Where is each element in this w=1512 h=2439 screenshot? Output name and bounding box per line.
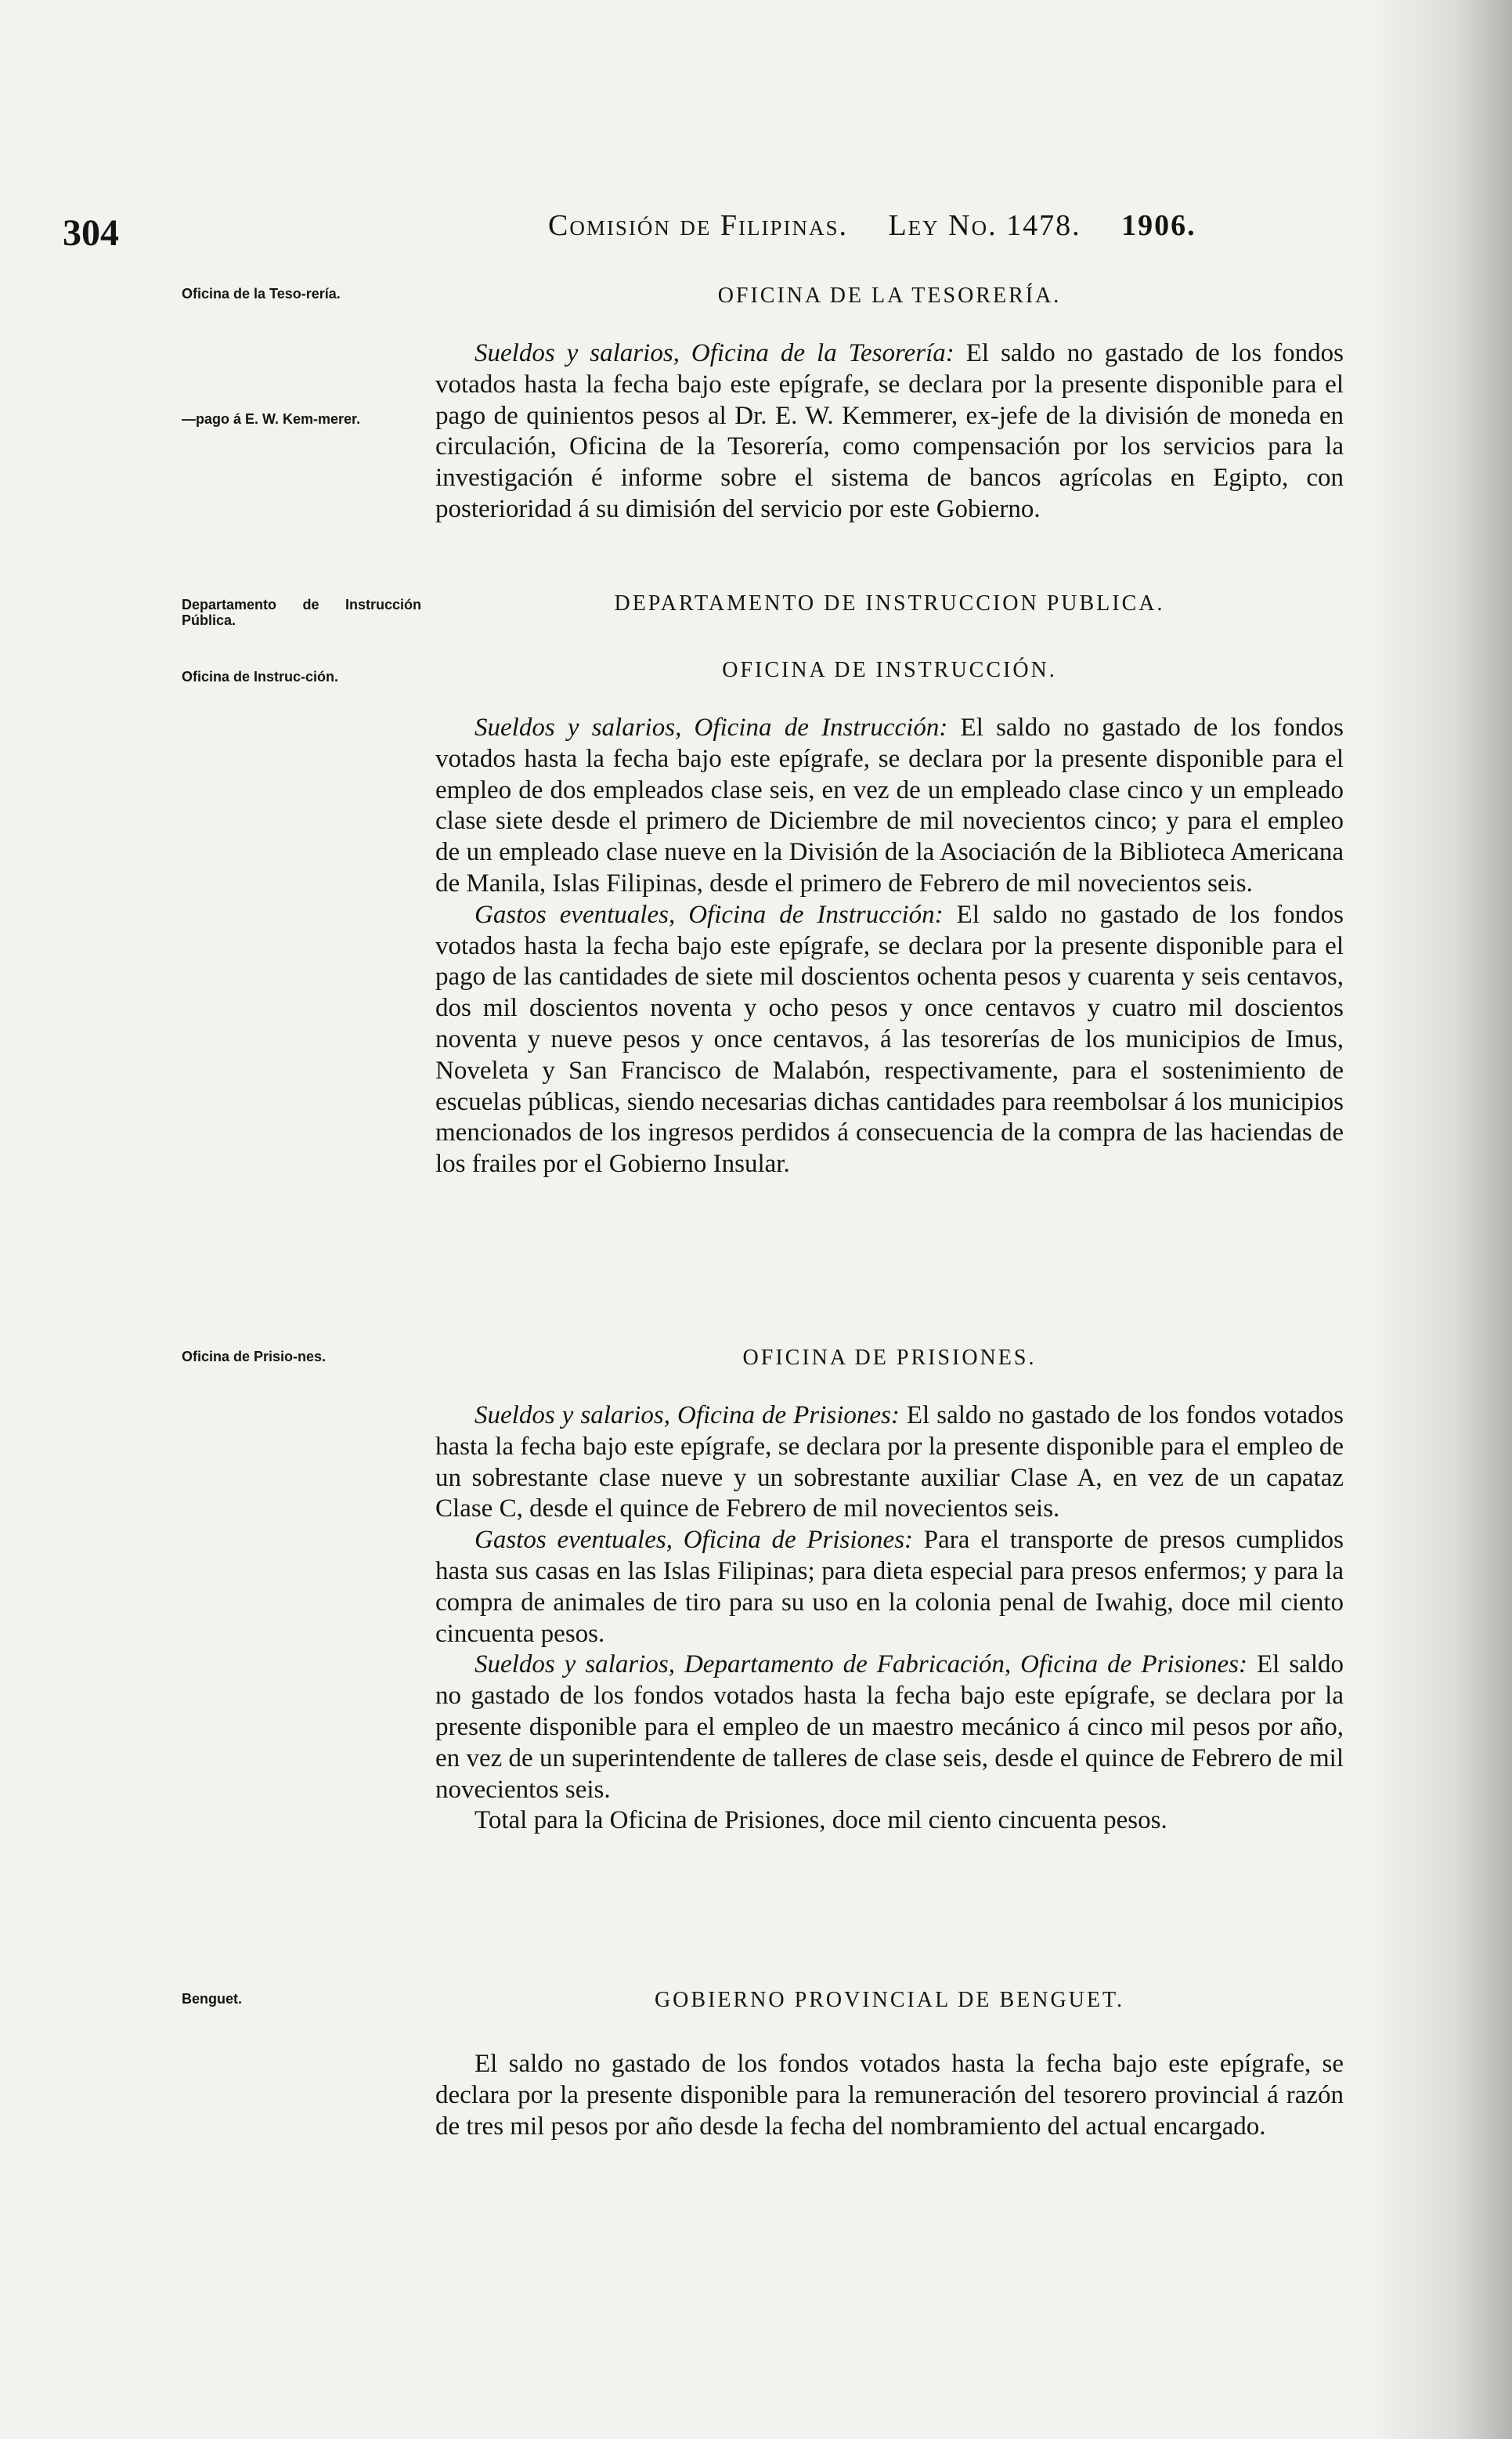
running-head-year: 1906. (1121, 209, 1196, 242)
heading-departamento: DEPARTAMENTO DE INSTRUCCION PUBLICA. (614, 591, 1165, 616)
paragraph-text: El saldo no gastado de los fondos votados hasta la fecha bajo este epígrafe, se declara por la presente disponible para la remuneración del tesorero provincial á razón de tres mil pesos por año desde la fecha del nombramiento del actual encargado. (435, 2050, 1344, 2141)
section-tesoreria (435, 338, 1344, 526)
paragraph-benguet (435, 2049, 1344, 2142)
section-benguet (435, 2049, 1344, 2142)
paragraph-lead: Sueldos y salarios, Oficina de Instrucción: (475, 714, 948, 742)
paragraph-lead: Sueldos y salarios, Oficina de Prisiones: (475, 1401, 900, 1429)
paragraph-text: El saldo no gastado de los fondos votados hasta la fecha bajo este epígrafe, se declara por la presente disponible para el pago de quinientos pesos al Dr. E. W. Kemmerer, ex-jefe de la división de moneda en circulación, Oficina de la Tesorería, como compensación por los servicios para la investigación é informe sobre el sistema de bancos agrícolas en Egipto, con posterioridad á su dimisión del servicio por este Gobierno. (435, 339, 1344, 523)
paragraph-prisiones-fabricacion (435, 1649, 1344, 1805)
page-edge-shadow (1371, 0, 1512, 2439)
page-number: 304 (63, 212, 119, 254)
paragraph-lead: Sueldos y salarios, Oficina de la Tesorería: (475, 339, 954, 367)
paragraph-text: Total para la Oficina de Prisiones, doce mil ciento cincuenta pesos. (475, 1806, 1167, 1835)
paragraph-text: El saldo no gastado de los fondos votados hasta la fecha bajo este epígrafe, se declara por la presente disponible para el pago de las cantidades de siete mil doscientos ochenta pesos y cuarenta y seis centavos, dos mil doscientos noventa y ocho pesos y once centavos y cuatro mil doscientos noventa y nueve pesos y once centavos, á las tesorerías de los municipios de Imus, Noveleta y San Francisco de Malabón, respectivamente, para el sostenimiento de escuelas públicas, siendo necesarias dichas cantidades para reembolsar á los municipios mencionados de los ingresos perdidos á consecuencia de la compra de las haciendas de los frailes por el Gobierno Insular. (435, 900, 1344, 1179)
paragraph-prisiones-sueldos (435, 1400, 1344, 1525)
section-instruccion (435, 713, 1344, 1180)
running-head (548, 208, 1196, 243)
margin-note-pago-kemmerer: —pago á E. W. Kem-merer. (182, 411, 361, 427)
paragraph-text: Para el transporte de presos cumplidos hasta sus casas en las Islas Filipinas; para dieta especial para presos enfermos; y para la compra de animales de tiro para su uso en la colonia penal de Iwahig, doce mil ciento cincuenta pesos. (435, 1526, 1344, 1648)
heading-prisiones: OFICINA DE PRISIONES. (742, 1346, 1037, 1370)
margin-note-tesoreria: Oficina de la Teso-rería. (182, 286, 341, 302)
section-prisiones (435, 1400, 1344, 1837)
heading-tesoreria: OFICINA DE LA TESORERÍA. (717, 284, 1062, 308)
margin-note-prisiones: Oficina de Prisio-nes. (182, 1349, 327, 1364)
paragraph-tesoreria-sueldos (435, 338, 1344, 526)
heading-benguet: GOBIERNO PROVINCIAL DE BENGUET. (654, 1988, 1125, 2012)
margin-note-benguet: Benguet. (182, 1991, 243, 2007)
margin-note-departamento: Departamento de Instrucción Pública. (182, 597, 421, 628)
heading-instruccion: OFICINA DE INSTRUCCIÓN. (722, 658, 1057, 682)
paragraph-text: El saldo no gastado de los fondos votados hasta la fecha bajo este epígrafe, se declara por la presente disponible para el empleo de dos empleados clase seis, en vez de un empleado clase cinco y un empleado clase siete desde el primero de Diciembre de mil novecientos cinco; y para el empleo de un empleado clase nueve en la División de la Asociación de la Biblioteca Americana de Manila, Islas Filipinas, desde el primero de Febrero de mil novecientos seis. (435, 714, 1344, 898)
paragraph-lead: Sueldos y salarios, Departamento de Fabricación, Oficina de Prisiones: (475, 1650, 1247, 1679)
paragraph-instruccion-sueldos (435, 713, 1344, 900)
paragraph-prisiones-gastos (435, 1525, 1344, 1649)
paragraph-lead: Gastos eventuales, Oficina de Prisiones: (475, 1526, 914, 1555)
margin-note-instruccion: Oficina de Instruc-ción. (182, 669, 339, 685)
paragraph-prisiones-total (435, 1805, 1344, 1837)
running-head-title: Comisión de Filipinas. (548, 209, 848, 242)
paragraph-lead: Gastos eventuales, Oficina de Instrucción: (475, 900, 944, 929)
running-head-law: Ley No. 1478. (888, 209, 1081, 242)
paragraph-instruccion-gastos (435, 900, 1344, 1180)
paragraph-text: El saldo no gastado de los fondos votados hasta la fecha bajo este epígrafe, se declara por la presente disponible para el empleo de un maestro mecánico á cinco mil pesos por año, en vez de un superintendente de talleres de clase seis, desde el quince de Febrero de mil novecientos seis. (435, 1650, 1344, 1804)
paragraph-text: El saldo no gastado de los fondos votados hasta la fecha bajo este epígrafe, se declara por la presente disponible para el empleo de un sobrestante clase nueve y un sobrestante auxiliar Clase A, en vez de un capataz Clase C, desde el quince de Febrero de mil novecientos seis. (435, 1401, 1344, 1523)
